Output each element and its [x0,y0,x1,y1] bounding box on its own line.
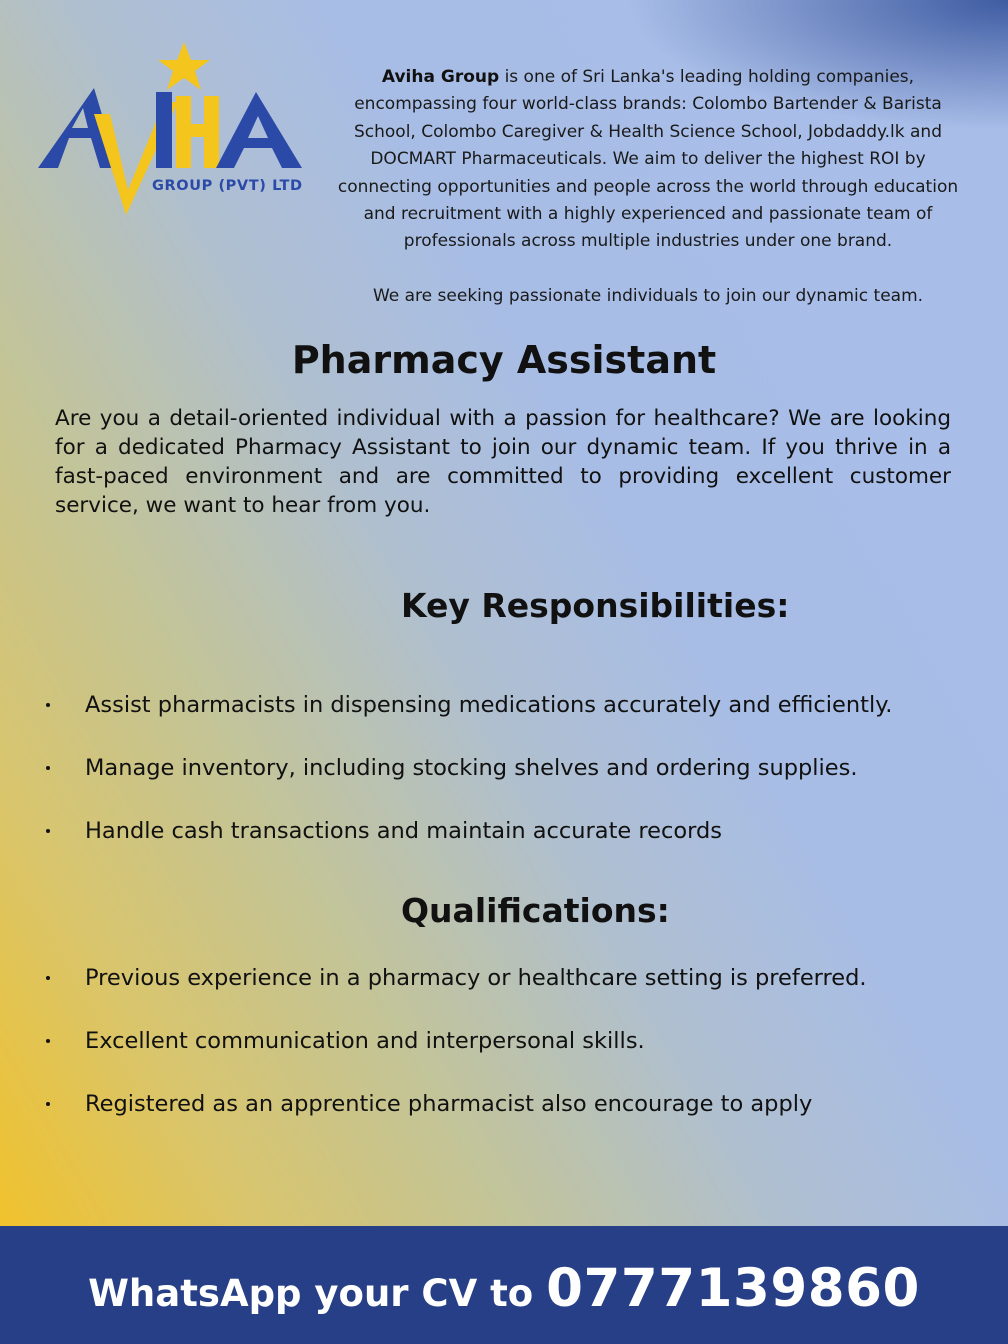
qualifications-heading: Qualifications: [401,891,670,930]
contact-footer [0,1226,1008,1344]
responsibility-text: Assist pharmacists in dispensing medications accurately and efficiently. [85,692,893,718]
qualifications-list [0,963,1008,1152]
whatsapp-cta [0,1258,1008,1319]
logo-subtitle: GROUP (PVT) LTD [152,178,303,194]
star-icon [158,42,210,90]
list-item [0,1026,1008,1089]
logo-letter-a2 [216,92,302,168]
logo-letter-h-right [204,96,219,168]
company-about-text: is one of Sri Lanka's leading holding companies, encompassing four world-class brands: Colombo Bartender & Barista School, Colombo Caregiver & Health Science School, Jobdaddy.lk and DOCMART Pharmaceuticals. We aim to deliver the highest ROI by connecting opportunities and people across the world through education and recruitment with a highly experienced and passionate team of professionals across multiple industries under one brand. [337,67,959,252]
job-title: Pharmacy Assistant [291,338,717,382]
qualification-text: Excellent communication and interpersonal skills. [85,1028,645,1054]
bullet-icon [46,703,50,707]
bullet-icon [46,829,50,833]
aviha-logo-graphic [36,40,312,216]
responsibility-text: Handle cash transactions and maintain accurate records [85,818,722,844]
bullet-icon [46,976,50,980]
responsibilities-heading: Key Responsibilities: [401,586,790,625]
bullet-icon [46,1102,50,1106]
list-item [0,753,1008,816]
qualification-text: Previous experience in a pharmacy or healthcare setting is preferred. [85,965,867,991]
responsibility-text: Manage inventory, including stocking shelves and ordering supplies. [85,755,858,781]
bullet-icon [46,766,50,770]
list-item [0,963,1008,1026]
job-description: Are you a detail-oriented individual with a passion for healthcare? We are looking for a dedicated Pharmacy Assistant to join our dynamic team. If you thrive in a fast-paced environment and are committed to providing excellent customer service, we want to hear from you. [55,406,951,518]
cta-text: WhatsApp your CV to [88,1272,547,1315]
company-intro [328,64,968,310]
logo-letter-i [156,92,172,168]
company-name: Aviha Group [381,67,500,87]
responsibilities-list [0,690,1008,879]
qualification-text: Registered as an apprentice pharmacist also encourage to apply [85,1091,813,1117]
phone-number[interactable]: 0777139860 [546,1258,920,1319]
company-logo [36,40,312,216]
seeking-statement: We are seeking passionate individuals to join our dynamic team. [372,285,924,306]
list-item [0,816,1008,879]
list-item [0,1089,1008,1152]
bullet-icon [46,1039,50,1043]
company-about [328,64,968,256]
list-item [0,690,1008,753]
